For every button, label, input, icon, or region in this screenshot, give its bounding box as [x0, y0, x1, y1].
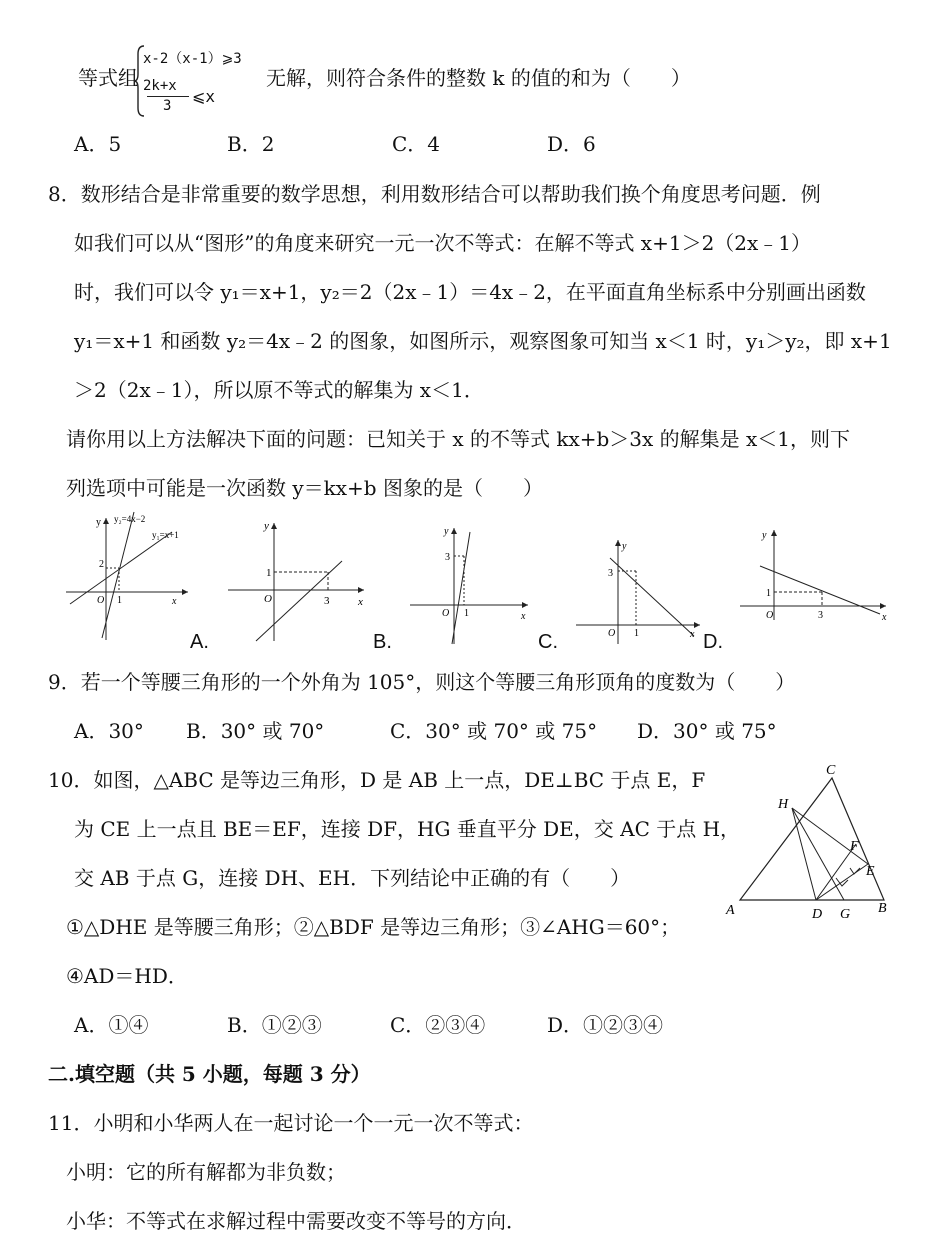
svg-text:x: x	[521, 611, 526, 622]
svg-text:C: C	[826, 763, 836, 778]
choice-b-label: B.	[373, 631, 392, 653]
choice-b-graph	[224, 515, 374, 645]
q10-option-a: A．①④	[74, 1013, 149, 1037]
svg-text:D: D	[812, 907, 823, 920]
fraction-bar	[147, 96, 189, 97]
q7-option-b: B．2	[227, 132, 275, 156]
system-relation: ⩽x	[192, 87, 216, 106]
system-fraction-numerator: 2k+x	[143, 78, 177, 94]
svg-text:3: 3	[608, 568, 613, 579]
svg-text:y: y	[622, 541, 627, 552]
svg-text:1: 1	[266, 567, 272, 579]
svg-text:O: O	[442, 608, 450, 619]
example-y2-label: y₂=4x−2	[114, 514, 146, 524]
svg-text:1: 1	[634, 628, 639, 639]
section-2-title: 二.填空题（共 5 小题，每题 3 分）	[48, 1062, 371, 1086]
example-x-label: x	[172, 596, 177, 607]
svg-text:B: B	[878, 901, 887, 916]
choice-c-graph	[406, 520, 536, 648]
example-y1-label: y₁=x+1	[152, 530, 179, 540]
svg-text:3: 3	[445, 552, 450, 563]
triangle-figure	[720, 760, 900, 920]
svg-text:G: G	[840, 907, 851, 920]
svg-text:x: x	[358, 596, 363, 608]
choice-d-graph	[572, 536, 712, 650]
q7-prefix: 等式组	[78, 66, 138, 90]
q10-option-b: B．①②③	[227, 1013, 322, 1037]
q10-line-5: ④AD＝HD．	[66, 964, 188, 988]
q9-stem: 9．若一个等腰三角形的一个外角为 105°，则这个等腰三角形顶角的度数为（ ）	[48, 670, 796, 694]
q8-line-7: 列选项中可能是一次函数 y＝kx+b 图象的是（ ）	[66, 476, 543, 500]
q10-line-3: 交 AB 于点 G，连接 DH、EH．下列结论中正确的有（ ）	[74, 866, 631, 890]
svg-text:1: 1	[766, 588, 771, 599]
example-2-label: 2	[99, 559, 104, 570]
svg-text:y: y	[264, 520, 269, 532]
choice-a-label: A.	[190, 631, 209, 653]
q10-option-c: C．②③④	[390, 1013, 486, 1037]
q7-option-a: A．5	[74, 132, 122, 156]
choice-e-graph	[736, 522, 896, 622]
svg-text:3: 3	[818, 610, 823, 621]
q10-line-4: ①△DHE 是等腰三角形；②△BDF 是等边三角形；③∠AHG＝60°；	[66, 915, 681, 939]
q8-line-1: 8．数形结合是非常重要的数学思想，利用数形结合可以帮助我们换个角度思考问题．例	[48, 182, 821, 206]
q9-option-b: B．30° 或 70°	[186, 719, 325, 743]
q11-line-1: 11．小明和小华两人在一起讨论一个一元一次不等式：	[48, 1111, 534, 1135]
q9-option-a: A．30°	[74, 719, 144, 743]
example-origin-label: O	[97, 595, 105, 606]
svg-text:y: y	[762, 530, 767, 541]
q7-suffix: 无解，则符合条件的整数 k 的值的和为（ ）	[266, 66, 691, 90]
q10-option-d: D．①②③④	[547, 1013, 664, 1037]
system-fraction-denominator: 3	[163, 98, 172, 114]
q7-option-d: D．6	[547, 132, 596, 156]
svg-text:y: y	[444, 526, 449, 537]
q8-line-3: 时，我们可以令 y₁＝x+1，y₂＝2（2x﹣1）＝4x﹣2，在平面直角坐标系中分别画出函数	[74, 280, 866, 304]
choice-d-label: D.	[703, 631, 723, 653]
q9-option-d: D．30° 或 75°	[637, 719, 777, 743]
q8-line-4: y₁＝x+1 和函数 y₂＝4x﹣2 的图象，如图所示，观察图象可知当 x＜1 时，y₁＞y₂，即 x+1	[74, 329, 892, 353]
svg-text:O: O	[264, 593, 272, 605]
svg-text:1: 1	[464, 608, 469, 619]
choice-c-label: C.	[538, 631, 558, 653]
svg-text:E: E	[866, 864, 875, 879]
svg-text:A: A	[726, 903, 735, 918]
q9-option-c: C．30° 或 70° 或 75°	[390, 719, 598, 743]
q8-line-2: 如我们可以从“图形”的角度来研究一元一次不等式：在解不等式 x+1＞2（2x﹣1）	[74, 231, 812, 255]
q11-line-2: 小明：它的所有解都为非负数；	[66, 1160, 346, 1184]
svg-text:O: O	[766, 610, 774, 621]
q8-line-6: 请你用以上方法解决下面的问题：已知关于 x 的不等式 kx+b＞3x 的解集是 x＜1，则下	[66, 427, 851, 451]
svg-text:3: 3	[324, 595, 330, 607]
example-y-label: y	[96, 517, 101, 528]
example-1-label: 1	[117, 595, 122, 606]
svg-text:x: x	[690, 629, 695, 640]
q10-line-2: 为 CE 上一点且 BE＝EF，连接 DF，HG 垂直平分 DE，交 AC 于点 H，	[74, 817, 741, 841]
svg-text:F: F	[850, 839, 859, 854]
system-line-1: x-2（x-1）⩾3	[143, 51, 242, 67]
example-graph	[62, 510, 202, 645]
q7-option-c: C．4	[392, 132, 441, 156]
svg-text:O: O	[608, 628, 616, 639]
q10-line-1: 10．如图，△ABC 是等边三角形，D 是 AB 上一点，DE⊥BC 于点 E，F	[48, 768, 706, 792]
q11-line-3: 小华：不等式在求解过程中需要改变不等号的方向．	[66, 1209, 526, 1233]
svg-text:x: x	[882, 612, 887, 622]
svg-text:H: H	[778, 797, 789, 812]
q8-line-5: ＞2（2x﹣1），所以原不等式的解集为 x＜1．	[74, 378, 484, 402]
